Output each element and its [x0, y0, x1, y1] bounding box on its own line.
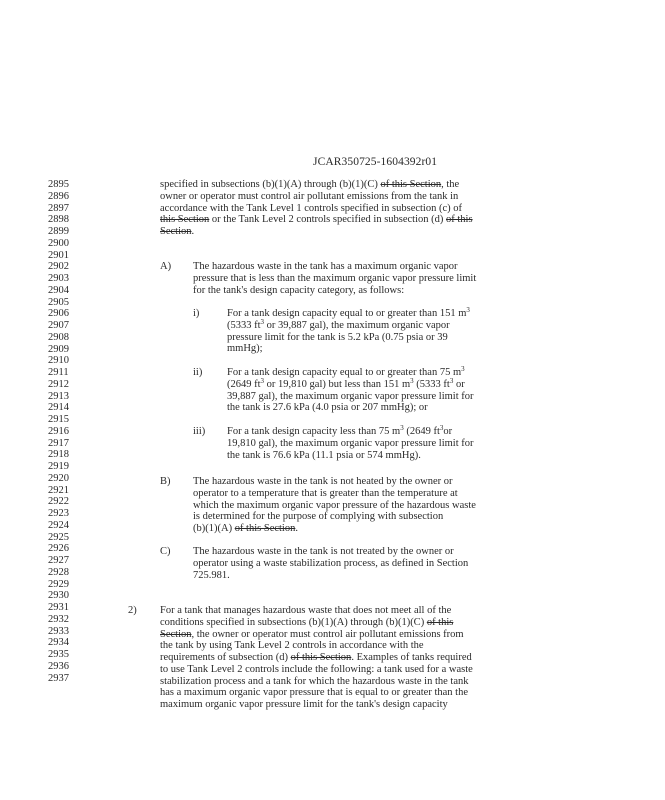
line-number: 2918: [48, 449, 69, 461]
sub-iii-text: For a tank design capacity less than 75 $m^3$ (2649 $ft^3or$ 19,810 gal), the maximum organic vapor pressure limit for the tank is 76.6 kPa (11.1 psia or 574 mmHg).: [227, 424, 474, 461]
item-a-text: The hazardous waste in the tank has a maximum organic vapor pressure that is less than the maximum organic vapor pressure limit for the tank's design capacity category, as follows:: [193, 261, 477, 296]
line-number: 2913: [48, 390, 69, 402]
line-number: 2902: [48, 261, 69, 273]
line-number: 2921: [48, 484, 69, 496]
line-number: 2930: [48, 590, 69, 602]
document-id-header: JCAR350725-1604392r01: [313, 156, 438, 168]
line-number: 2899: [48, 226, 69, 237]
line-number: 2920: [48, 472, 69, 484]
item-c-label: C): [160, 546, 171, 557]
line-number: 2897: [48, 202, 69, 214]
line-number: 2929: [48, 578, 69, 590]
line-number: 2901: [48, 249, 69, 261]
item-c-text: The hazardous waste in the tank is not treated by the owner or operator using a waste stabilization process, as defined in Section 725.981.: [193, 546, 469, 581]
line-number: 2933: [48, 625, 69, 637]
sub-ii-label: ii): [193, 367, 203, 378]
line-number: 2914: [48, 402, 69, 414]
line-number: 2917: [48, 437, 69, 449]
line-number: 2916: [48, 425, 69, 437]
line-number: 2937: [48, 672, 69, 684]
line-number: 2905: [48, 296, 69, 308]
item-2-label: 2): [128, 605, 137, 616]
line-number: 2908: [48, 331, 69, 343]
line-number: 2928: [48, 566, 69, 578]
line-number: 2926: [48, 543, 69, 555]
line-number: 2895: [48, 179, 69, 190]
line-number: 2925: [48, 531, 69, 543]
item-b-text: The hazardous waste in the tank is not heated by the owner or operator to a temperature that is greater than the temperature at which the maximum organic vapor pressure of the hazardous waste is determined for the purpose of complying with subsection (b)(1)(A) of this Section.: [193, 476, 476, 534]
item-a-label: A): [160, 261, 172, 272]
line-number: 2922: [48, 496, 69, 508]
sub-i-label: i): [193, 308, 200, 319]
line-number: 2919: [48, 461, 69, 472]
line-number: 2903: [48, 273, 69, 284]
line-number: 2911: [48, 367, 69, 378]
line-number: 2932: [48, 613, 69, 625]
line-numbers-column: [48, 179, 69, 684]
intro-paragraph: specified in subsections (b)(1)(A) through (b)(1)(C) of this Section, the owner or operator must control air pollutant emissions from the tank in accordance with the Tank Level 1 controls specified in subsection (c) of this Section or the Tank Level 2 controls specified in subsection (d) of this Section.: [160, 179, 473, 237]
line-number: 2904: [48, 284, 69, 296]
item-b-label: B): [160, 476, 171, 487]
line-number: 2912: [48, 378, 69, 390]
line-number: 2915: [48, 414, 69, 425]
item-2-text: For a tank that manages hazardous waste that does not meet all of the conditions specified in subsections (b)(1)(A) through (b)(1)(C) of this Section, the owner or operator must control air pollutant emissions from the tank by using Tank Level 2 controls in accordance with the requirements of subsection (d) of this Section. Examples of tanks required to use Tank Level 2 controls include the following: a tank used for a waste stabilization process and a tank for which the hazardous waste in the tank has a maximum organic vapor pressure that is equal to or greater than the maximum organic vapor pressure limit for the tank's design capacity: [160, 605, 473, 710]
line-number: 2924: [48, 519, 69, 531]
line-number: 2896: [48, 190, 69, 202]
sub-i-text: For a tank design capacity equal to or greater than 151 $m^3$ (5333 $ft^3$ or 39,887 gal), the maximum organic vapor pressure limit for the tank is 5.2 kPa (0.75 psia or 39 mmHg);: [227, 306, 470, 355]
line-number: 2923: [48, 508, 69, 519]
line-number: 2936: [48, 660, 69, 672]
line-number: 2910: [48, 355, 69, 367]
line-number: 2935: [48, 649, 69, 660]
line-number: 2907: [48, 320, 69, 331]
line-number: 2906: [48, 308, 69, 320]
line-number: 2931: [48, 602, 69, 613]
line-number: 2900: [48, 237, 69, 249]
line-number: 2934: [48, 637, 69, 649]
line-number: 2898: [48, 214, 69, 226]
line-number: 2909: [48, 343, 69, 355]
sub-iii-label: iii): [193, 426, 206, 437]
line-number: 2927: [48, 555, 69, 566]
sub-ii-text: For a tank design capacity equal to or greater than 75 $m^3$ (2649 $ft^3$ or 19,810 gal) but less than 151 $m^3$ (5333 $ft^3$ or 39,887 gal), the maximum organic vapor pressure limit for the tank is 27.6 kPa (4.0 psia or 207 mmHg); or: [227, 365, 474, 414]
